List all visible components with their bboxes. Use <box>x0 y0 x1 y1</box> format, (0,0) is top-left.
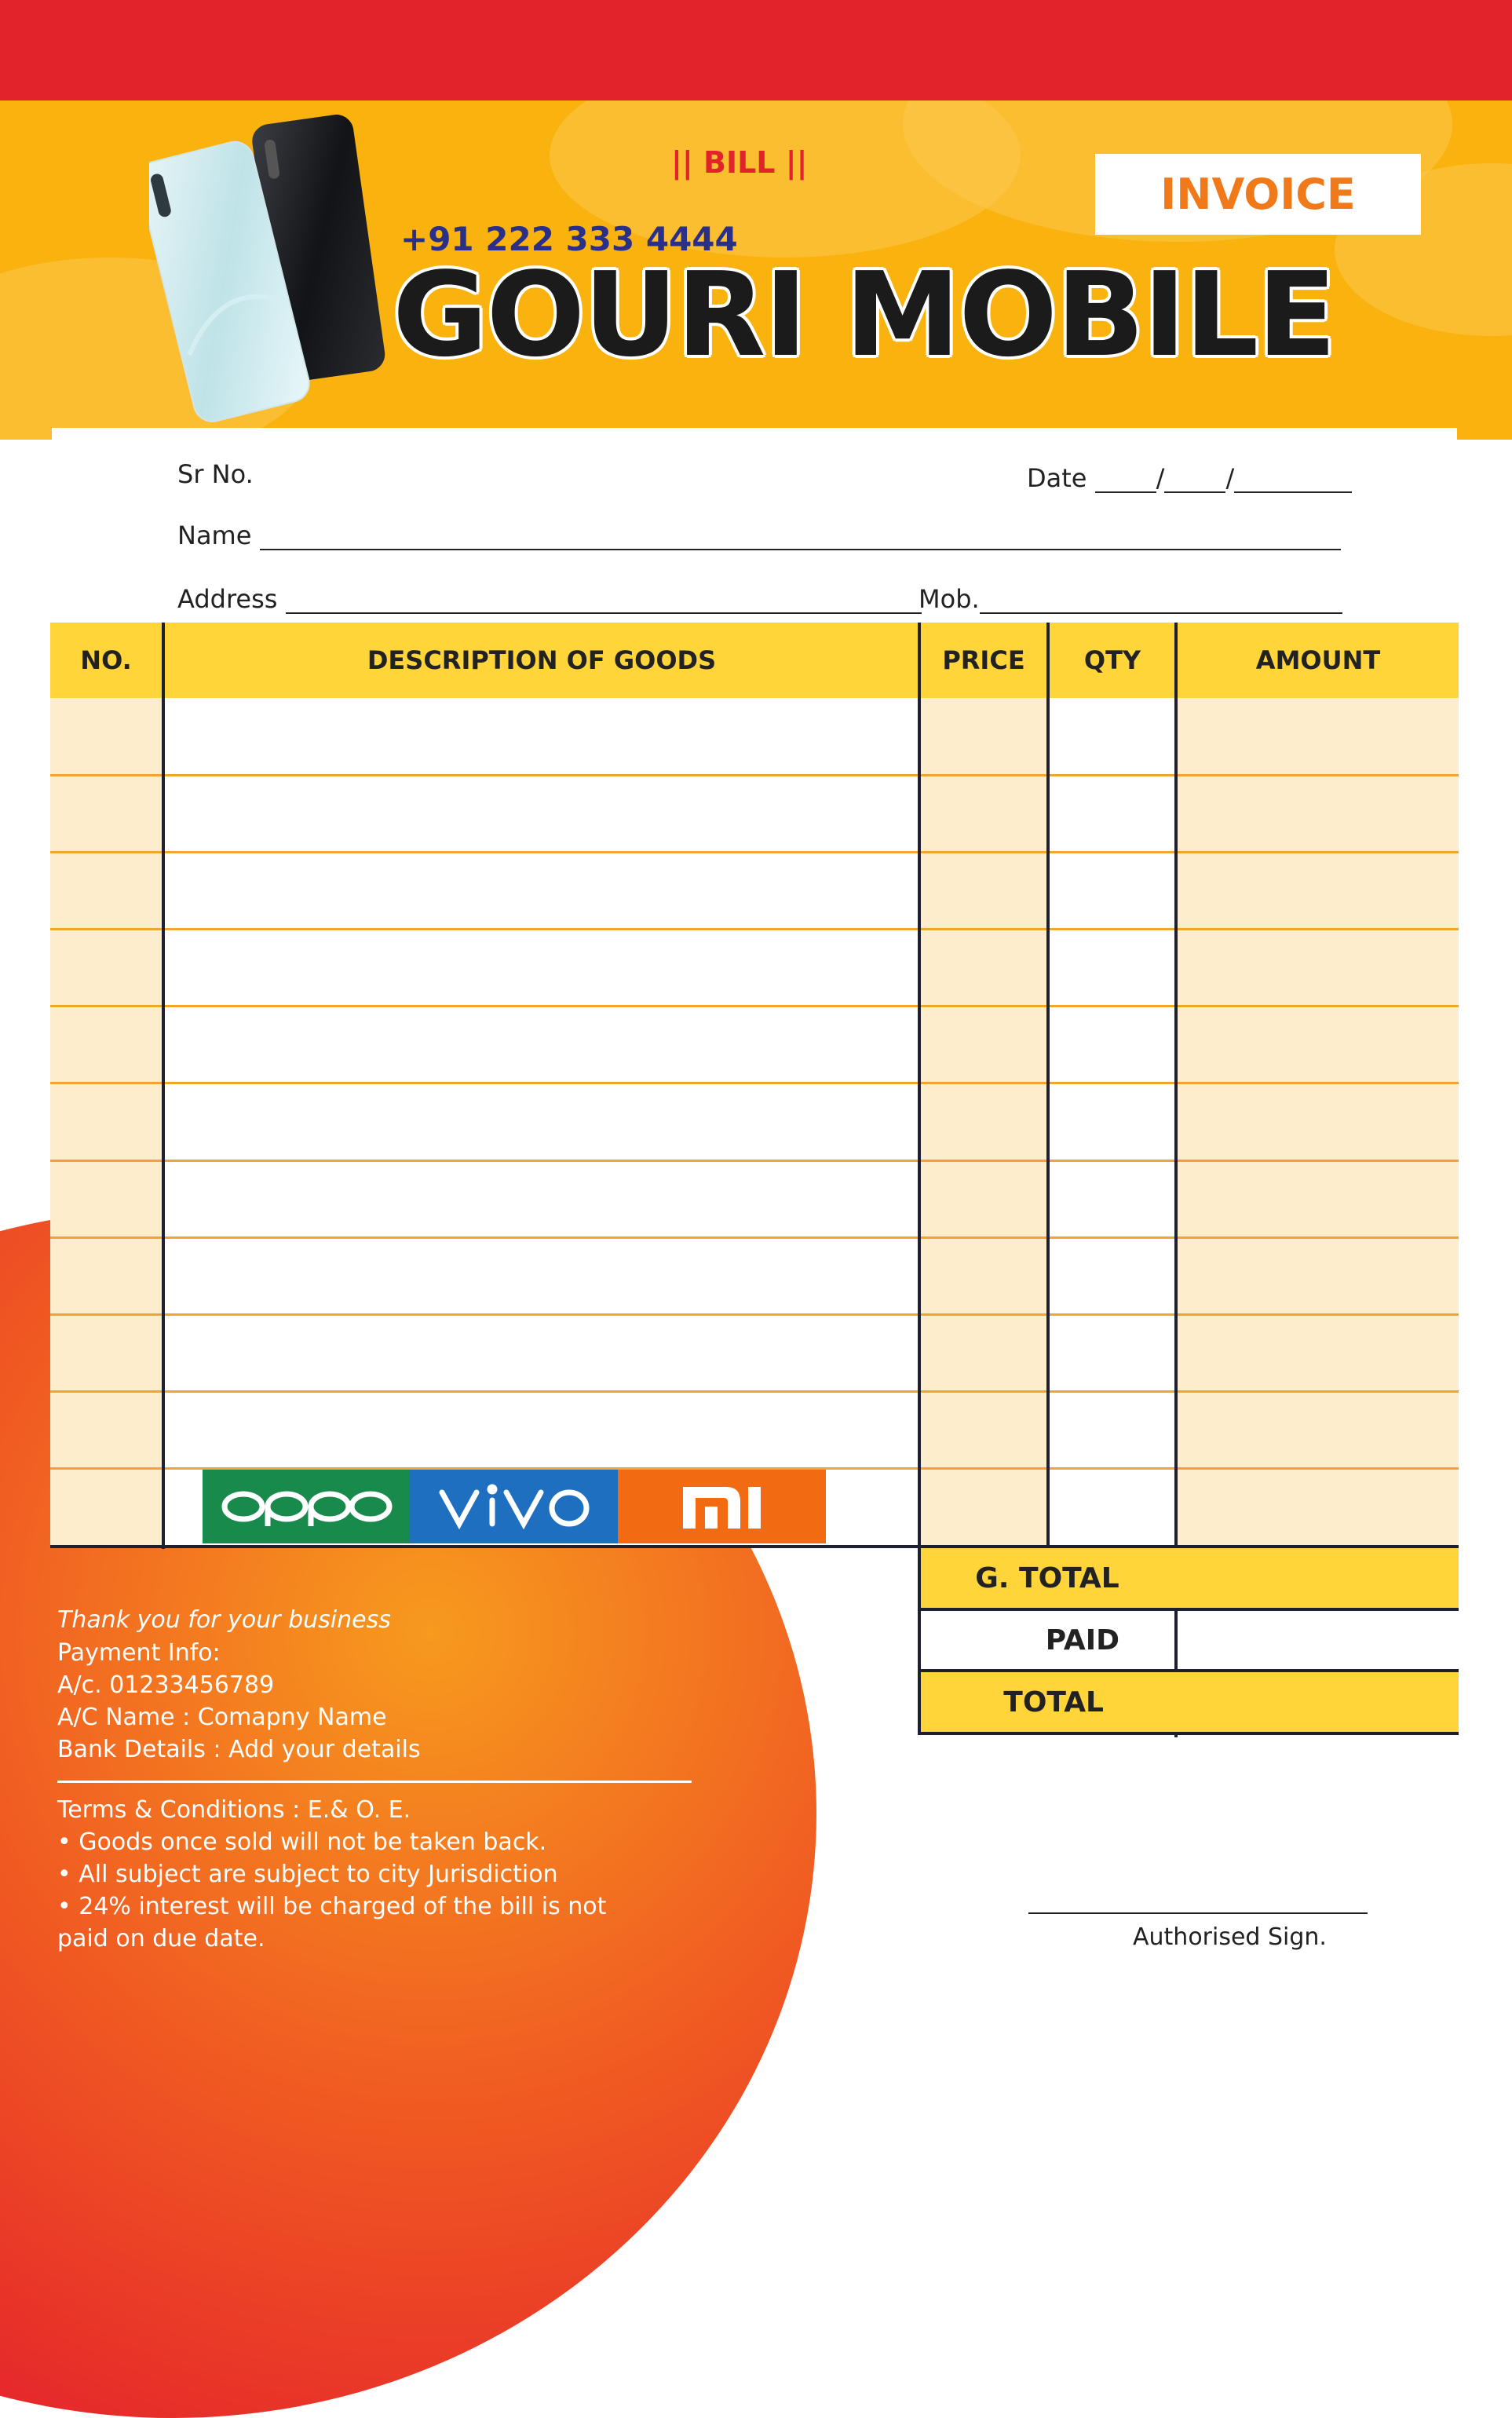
col-qty-body <box>1050 698 1175 1546</box>
col-price-body <box>921 698 1046 1546</box>
account-number: A/c. 01233456789 <box>57 1671 275 1699</box>
g-total-label: G. TOTAL <box>975 1561 1119 1594</box>
date-field[interactable] <box>1027 463 1352 493</box>
table-row-separator <box>50 1160 1459 1162</box>
sr-no-label: Sr No. <box>177 459 254 489</box>
signature-label: Authorised Sign. <box>1133 1923 1327 1951</box>
date-sep: / <box>1156 463 1165 493</box>
col-price-header: PRICE <box>942 645 1025 675</box>
oppo-logo <box>203 1470 410 1543</box>
paid-label: PAID <box>1045 1624 1119 1656</box>
name-field[interactable] <box>177 520 1341 550</box>
shop-name: GOURI MOBILE <box>393 247 1335 382</box>
oppo-logo-mark <box>220 1487 393 1526</box>
thank-you-text: Thank you for your business <box>57 1606 391 1634</box>
shop-phone: +91 222 333 4444 <box>400 220 738 258</box>
bank-details: Bank Details : Add your details <box>57 1736 421 1763</box>
signature-line <box>1028 1912 1368 1914</box>
terms-item: • 24% interest will be charged of the bill is not <box>57 1893 607 1920</box>
name-label: Name <box>177 520 252 550</box>
col-amount-header: AMOUNT <box>1255 645 1381 675</box>
mob-line <box>980 589 1342 614</box>
address-label: Address <box>177 584 278 614</box>
date-year-line <box>1234 468 1352 493</box>
mi-logo-mark <box>679 1483 765 1530</box>
paper-edge <box>52 428 1457 459</box>
date-day-line <box>1095 468 1156 493</box>
payment-info-label: Payment Info: <box>57 1639 221 1667</box>
col-qty-header: QTY <box>1083 645 1141 675</box>
divider-no <box>162 623 165 1549</box>
address-line <box>286 589 922 614</box>
col-amount-body <box>1178 698 1459 1546</box>
phones-image <box>149 110 408 424</box>
table-row-separator <box>50 1005 1459 1007</box>
table-row-separator <box>50 1082 1459 1084</box>
totals-line-3 <box>918 1732 1459 1735</box>
name-line <box>260 525 1341 550</box>
invoice-label-box <box>1095 154 1421 235</box>
account-name: A/C Name : Comapny Name <box>57 1704 387 1731</box>
col-no-body <box>50 698 162 1546</box>
col-description-header: DESCRIPTION OF GOODS <box>367 645 717 675</box>
mob-label: Mob. <box>919 584 980 614</box>
date-month-line <box>1164 468 1225 493</box>
col-description-body <box>165 698 919 1546</box>
total-label: TOTAL <box>1003 1686 1104 1719</box>
mob-field[interactable] <box>919 584 1342 614</box>
date-sep: / <box>1225 463 1235 493</box>
table-row-separator <box>50 1236 1459 1239</box>
address-field[interactable] <box>177 584 922 614</box>
mi-logo <box>618 1470 826 1543</box>
bill-tag: || BILL || <box>671 145 808 180</box>
table-row-separator <box>50 1390 1459 1393</box>
table-row-separator <box>50 928 1459 930</box>
vivo-logo <box>410 1470 618 1543</box>
top-red-band <box>0 0 1512 100</box>
invoice-label: INVOICE <box>1160 170 1356 219</box>
table-row-separator <box>50 774 1459 776</box>
terms-item: • All subject are subject to city Jurisdiction <box>57 1861 558 1888</box>
terms-item: • Goods once sold will not be taken back. <box>57 1828 547 1856</box>
divider-desc <box>918 623 921 1549</box>
table-row-separator <box>50 851 1459 853</box>
footer-divider <box>57 1781 692 1783</box>
terms-item: paid on due date. <box>57 1925 265 1952</box>
col-no-header: NO. <box>80 645 132 675</box>
divider-price <box>1046 623 1050 1549</box>
date-label: Date <box>1027 463 1087 493</box>
table-row-separator <box>50 1313 1459 1316</box>
terms-title: Terms & Conditions : E.& O. E. <box>57 1796 411 1824</box>
vivo-logo-mark <box>436 1483 593 1530</box>
